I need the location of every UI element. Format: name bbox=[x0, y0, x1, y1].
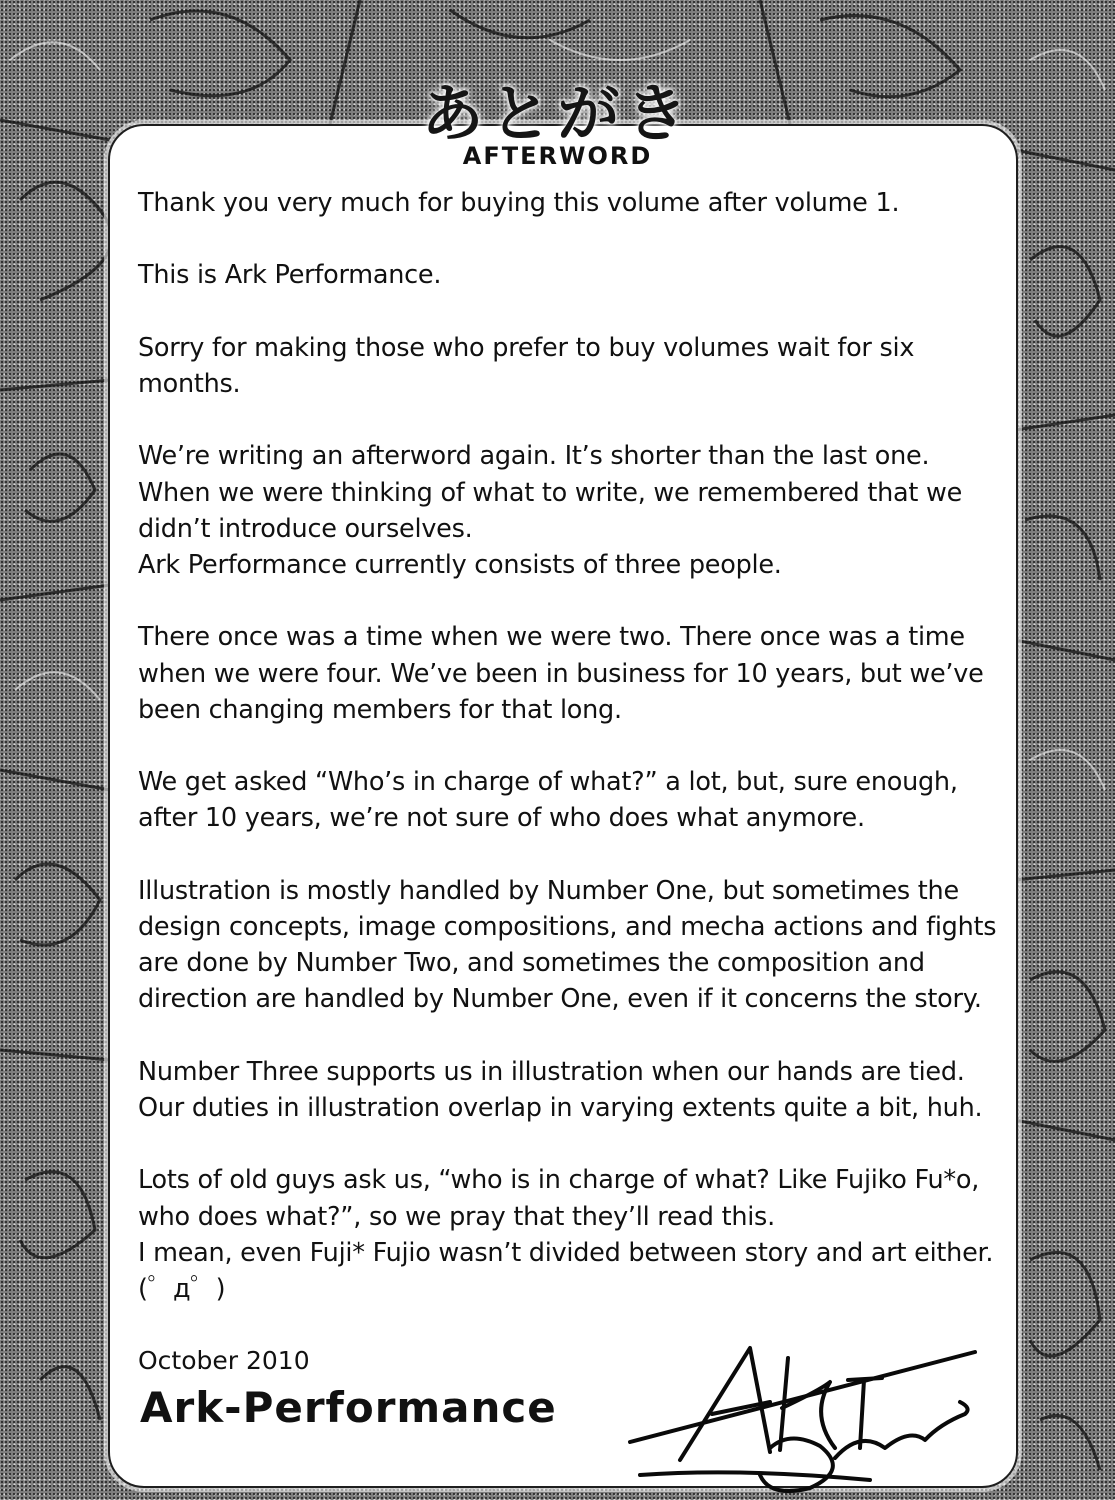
paragraph bbox=[138, 438, 1018, 583]
paragraph bbox=[138, 1162, 1018, 1307]
text-line: I mean, even Fuji* Fujio wasn’t divided between story and art either. bbox=[138, 1237, 994, 1268]
paragraph bbox=[138, 873, 1018, 1018]
afterword-body bbox=[138, 185, 1018, 1343]
afterword-title: AFTERWORD bbox=[462, 142, 653, 170]
paragraph bbox=[138, 619, 1018, 728]
text-line: We’re writing an afterword again. It’s shorter than the last one. bbox=[138, 441, 930, 472]
afterword-date: October 2010 bbox=[138, 1346, 310, 1375]
text-line: (゜д゜) bbox=[138, 1273, 226, 1304]
text-line: are done by Number Two, and sometimes the composition and bbox=[138, 948, 925, 979]
afterword-title-japanese: あとがき bbox=[421, 77, 694, 150]
text-line: been changing members for that long. bbox=[138, 694, 622, 725]
text-line: when we were four. We’ve been in business for 10 years, but we’ve bbox=[138, 658, 984, 689]
text-line: This is Ark Performance. bbox=[138, 260, 442, 291]
paragraph bbox=[138, 185, 1018, 221]
afterword-header bbox=[0, 0, 1115, 175]
text-line: We get asked “Who’s in charge of what?” a lot, but, sure enough, bbox=[138, 767, 958, 798]
text-line: after 10 years, we’re not sure of who does what anymore. bbox=[138, 803, 865, 834]
text-line: Number Three supports us in illustration when our hands are tied. bbox=[138, 1056, 965, 1087]
paragraph bbox=[138, 330, 1018, 402]
paragraph bbox=[138, 1054, 1018, 1126]
text-line: Sorry for making those who prefer to buy volumes wait for six bbox=[138, 332, 915, 363]
text-line: There once was a time when we were two. There once was a time bbox=[138, 622, 965, 653]
text-line: Thank you very much for buying this volume after volume 1. bbox=[138, 188, 900, 218]
text-line: design concepts, image compositions, and mecha actions and fights bbox=[138, 911, 997, 942]
text-line: Ark Performance currently consists of three people. bbox=[138, 549, 782, 580]
text-line: Lots of old guys ask us, “who is in charge of what? Like Fujiko Fu*o, bbox=[138, 1165, 980, 1196]
text-line: who does what?”, so we pray that they’ll read this. bbox=[138, 1201, 775, 1232]
autograph-signature bbox=[620, 1330, 1000, 1500]
text-line: When we were thinking of what to write, we remembered that we bbox=[138, 477, 963, 508]
text-line: direction are handled by Number One, even if it concerns the story. bbox=[138, 984, 982, 1015]
text-line: didn’t introduce ourselves. bbox=[138, 513, 473, 544]
paragraph bbox=[138, 257, 1018, 293]
text-line: Our duties in illustration overlap in varying extents quite a bit, huh. bbox=[138, 1092, 983, 1123]
paragraph bbox=[138, 764, 1018, 836]
author-name: Ark-Performance bbox=[140, 1383, 557, 1432]
text-line: months. bbox=[138, 368, 241, 399]
text-line: Illustration is mostly handled by Number One, but sometimes the bbox=[138, 875, 959, 906]
